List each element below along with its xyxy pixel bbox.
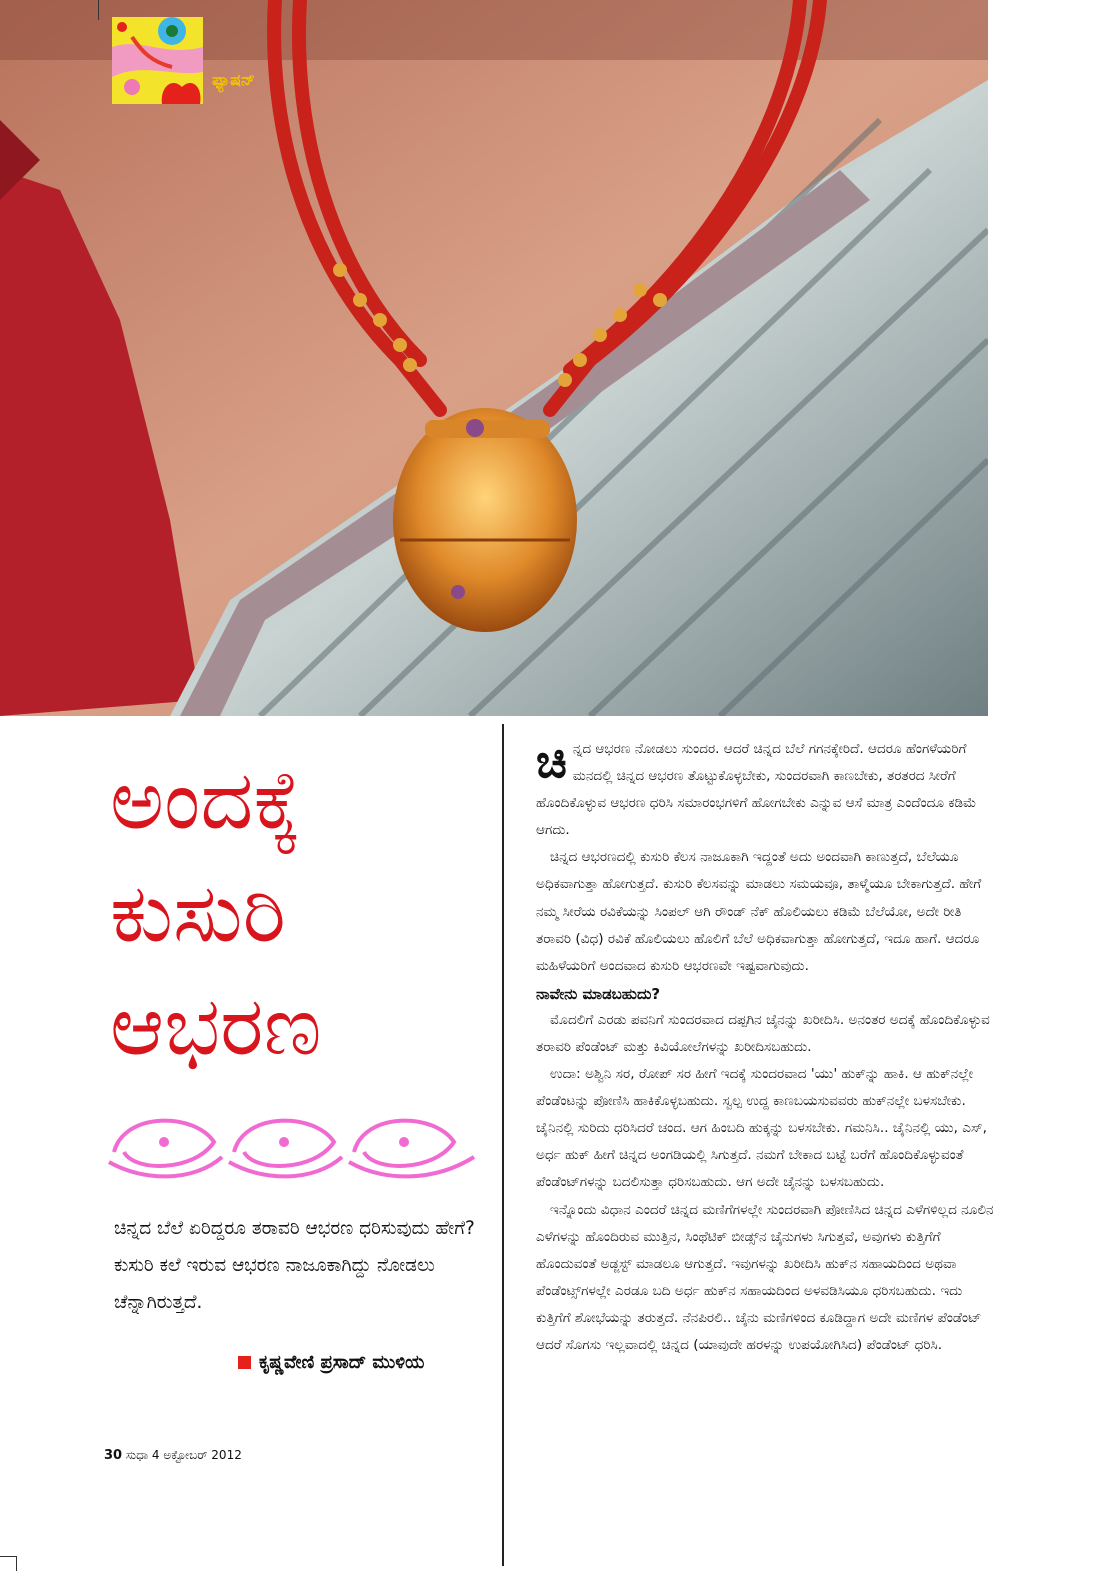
drop-cap: ಚಿ [536, 734, 567, 788]
headline [110, 744, 500, 1083]
article-paragraph: ಚಿನ್ನದ ಆಭರಣ ನೋಡಲು ಸುಂದರ. ಆದರೆ ಚಿನ್ನದ ಬೆಲೆ ಗಗನಕ್ಕೇರಿದೆ. ಆದರೂ ಹೆಂಗಳೆಯರಿಗೆ ಮನದಲ್ಲಿ ಚಿನ್ನದ ಆಭರಣ ತೊಟ್ಟುಕೊಳ್ಳಬೇಕು, ಸುಂದರವಾಗಿ ಕಾಣಬೇಕು, ತರತರದ ಸೀರೆಗೆ ಹೊಂದಿಕೊಳ್ಳುವ ಆಭರಣ ಧರಿಸಿ ಸಮಾರಂಭಗಳಿಗೆ ಹೋಗಬೇಕು ಎನ್ನುವ ಆಸೆ ಮಾತ್ರ ಎಂದೆಂದೂ ಕಡಿಮೆ ಆಗದು. [536, 734, 977, 839]
article-body [536, 736, 998, 1359]
decorative-scroll-ornament [104, 1102, 482, 1186]
article-paragraph: ಇನ್ನೊಂದು ವಿಧಾನ ಎಂದರೆ ಚಿನ್ನದ ಮಣಿಗೆಗಳಲ್ಲೇ ಸುಂದರವಾಗಿ ಪೋಣಿಸಿದ ಚಿನ್ನದ ಎಳೆಗಳಿಲ್ಲದ ನೂಲಿನ ಎಳೆಗಳನ್ನು ಹೊಂದಿರುವ ಮುತ್ತಿನ, ಸಿಂಥೆಟಿಕ್ ಬೀಡ್ಸ್‌ನ ಚೈನುಗಳು ಸಿಗುತ್ತವೆ, ಅವುಗಳು ಕುತ್ತಿಗೆಗೆ ಹೊಂದುವಂತೆ ಅಡ್ಜಸ್ಟ್ ಮಾಡಲೂ ಆಗುತ್ತದೆ. ಇವುಗಳನ್ನು ಖರೀದಿಸಿ ಹುಕ್‌ನ ಸಹಾಯದಿಂದ ಅಥವಾ ಪೆಂಡೆಂಟ್ಸ್‌ಗಳಲ್ಲೇ ಎರಡೂ ಬದಿ ಅರ್ಧ ಹುಕ್‌ನ ಸಹಾಯದಿಂದ ಅಳವಡಿಸಿಯೂ ಧರಿಸಬಹುದು. ಇದು ಕುತ್ತಿಗೆಗೆ ಶೋಭೆಯನ್ನು ತರುತ್ತದೆ. ನೆನಪಿರಲಿ.. ಚೈನು ಮಣಿಗಳಿಂದ ಕೂಡಿದ್ದಾಗ ಅದೇ ಮಣಿಗಳ ಪೆಂಡೆಂಟ್ ಆದರೆ ಸೊಗಸು ಇಲ್ಲವಾದಲ್ಲಿ ಚಿನ್ನದ (ಯಾವುದೇ ಹರಳನ್ನು ಉಪಯೋಗಿಸಿದ) ಪೆಂಡೆಂಟ್ ಧರಿಸಿ. [536, 1201, 994, 1353]
page-number: 30 [104, 1448, 123, 1463]
crop-mark [16, 1556, 17, 1571]
crop-mark [0, 1556, 16, 1557]
necklace-photo-illustration [0, 0, 988, 716]
section-tag: ಫ್ಯಾಷನ್ [212, 70, 256, 89]
folio-text: ಸುಧಾ 4 ಅಕ್ಟೋಬರ್ 2012 [125, 1448, 242, 1462]
article-paragraph: ಉದಾ: ಅಶ್ವಿನಿ ಸರ, ರೋಪ್ ಸರ ಹೀಗೆ ಇದಕ್ಕೆ ಸುಂದರವಾದ 'ಯು' ಹುಕ್‌ನ್ನು ಹಾಕಿ. ಆ ಹುಕ್‌ನಲ್ಲೇ ಪೆಂಡೆಂಟನ್ನು ಪೋಣಿಸಿ ಹಾಕಿಕೊಳ್ಳಬಹುದು. ಸ್ವಲ್ಪ ಉದ್ದ ಕಾಣಬಯಸುವವರು ಹುಕ್‌ನಲ್ಲೇ ಬಳಸಬೇಕು. ಚೈನಿನಲ್ಲಿ ಸುರಿದು ಧರಿಸಿದರೆ ಚಂದ. ಆಗ ಹಿಂಬದಿ ಹುಕ್ಕನ್ನು ಬಳಸಬೇಕು. ಗಮನಿಸಿ.. ಚೈನಿನಲ್ಲಿ ಯು, ಎಸ್, ಅರ್ಧ ಹುಕ್ ಹೀಗೆ ಚಿನ್ನದ ಅಂಗಡಿಯಲ್ಲಿ ಸಿಗುತ್ತದೆ. ನಮಗೆ ಬೇಕಾದ ಬಟ್ಟೆ ಬರೆಗೆ ಹೊಂದಿಕೊಳ್ಳುವಂತೆ ಪೆಂಡೆಂಟ್‌ಗಳನ್ನು ಬದಲಿಸುತ್ತಾ ಧರಿಸಬಹುದು. ಆಗ ಅದೇ ಚೈನನ್ನು ಬಳಸಬಹುದು. [536, 1066, 987, 1191]
hero-photo [0, 0, 988, 716]
article-subhead: ನಾವೇನು ಮಾಡಬಹುದು? [536, 984, 661, 1003]
intro-deck: ಚಿನ್ನದ ಬೆಲೆ ಏರಿದ್ದರೂ ತರಾವರಿ ಆಭರಣ ಧರಿಸುವುದು ಹೇಗೆ? ಕುಸುರಿ ಕಲೆ ಇರುವ ಆಭರಣ ನಾಜೂಕಾಗಿದ್ದು ನೋಡಲು ಚೆನ್ನಾಗಿರುತ್ತದೆ. [114, 1218, 475, 1313]
headline-line-3: ಆಭರಣ [110, 979, 322, 1074]
section-logo [112, 17, 203, 104]
page-folio [104, 1448, 242, 1463]
paisley-logo-icon [112, 17, 203, 104]
byline [238, 1352, 424, 1373]
column-divider [502, 724, 504, 1566]
headline-line-2: ಕುಸುರಿ [110, 866, 286, 961]
byline-square-icon [238, 1356, 251, 1369]
article-paragraph: ಮೊದಲಿಗೆ ಎರಡು ಪವನಿಗೆ ಸುಂದರವಾದ ದಪ್ಪಗಿನ ಚೈನನ್ನು ಖರೀದಿಸಿ. ಅನಂತರ ಅದಕ್ಕೆ ಹೊಂದಿಕೊಳ್ಳುವ ತರಾವರಿ ಪೆಂಡೆಂಟ್ ಮತ್ತು ಕಿವಿಯೋಲೆಗಳನ್ನು ಖರೀದಿಸಬಹುದು. [536, 1011, 990, 1055]
article-paragraph: ಚಿನ್ನದ ಆಭರಣದಲ್ಲಿ ಕುಸುರಿ ಕೆಲಸ ನಾಜೂಕಾಗಿ ಇದ್ದಂತೆ ಅದು ಅಂದವಾಗಿ ಕಾಣುತ್ತದೆ, ಬೆಲೆಯೂ ಅಧಿಕವಾಗುತ್ತಾ ಹೋಗುತ್ತದೆ. ಕುಸುರಿ ಕೆಲಸವನ್ನು ಮಾಡಲು ಸಮಯವೂ, ತಾಳ್ಮೆಯೂ ಬೇಕಾಗುತ್ತದೆ. ಹೇಗೆ ನಮ್ಮ ಸೀರೆಯ ರವಿಕೆಯನ್ನು ಸಿಂಪಲ್ ಆಗಿ ರೌಂಡ್ ನೆಕ್ ಹೊಲಿಯಲು ಕಡಿಮೆ ಬೆಲೆಯೋ, ಅದೇ ರೀತಿ ತರಾವರಿ (ವಿಧ) ರವಿಕೆ ಹೊಲಿಯಲು ಹೊಲಿಗೆ ಬೆಲೆ ಅಧಿಕವಾಗುತ್ತಾ ಹೋಗುತ್ತದೆ, ಇದೂ ಹಾಗೆ. ಆದರೂ ಮಹಿಳೆಯರಿಗೆ ಅಂದವಾದ ಕುಸುರಿ ಆಭರಣವೇ ಇಷ್ಟವಾಗುವುದು. [536, 849, 982, 974]
crop-mark [98, 0, 99, 20]
byline-author: ಕೃಷ್ಣವೇಣಿ ಪ್ರಸಾದ್ ಮುಳಿಯ [259, 1352, 425, 1373]
headline-line-1: ಅಂದಕ್ಕೆ [110, 753, 302, 848]
